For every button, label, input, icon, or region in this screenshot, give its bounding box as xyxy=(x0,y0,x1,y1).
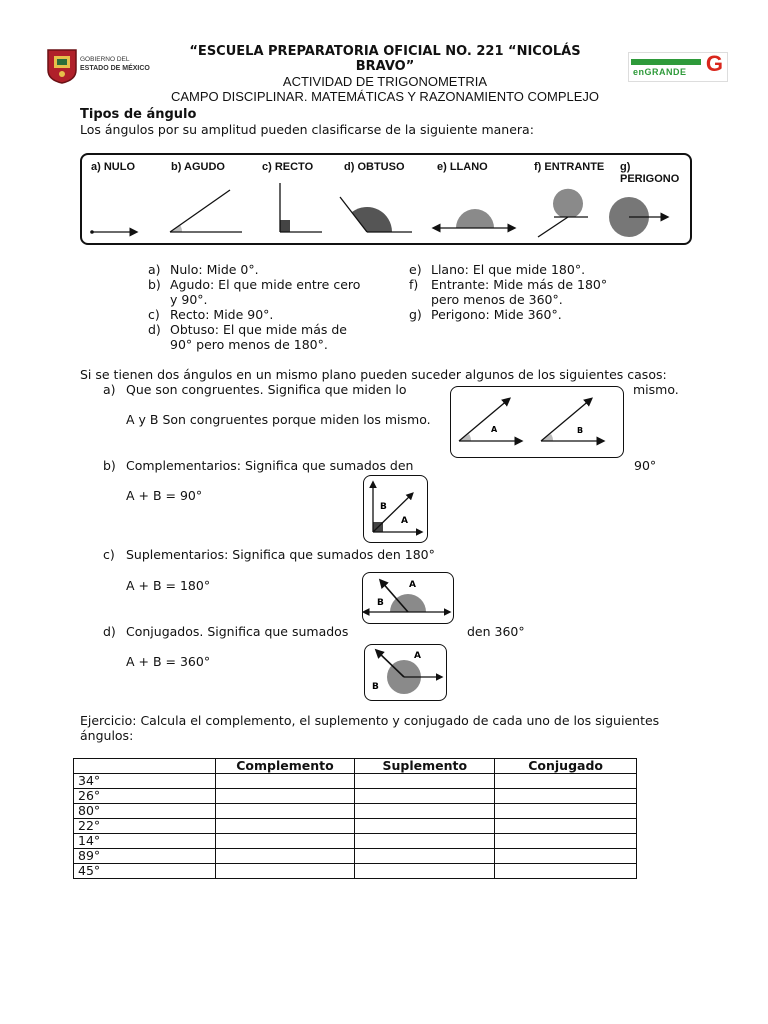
suplemento-answer-cell[interactable] xyxy=(355,774,495,789)
gov-logo xyxy=(44,46,159,86)
angle-a-label: A xyxy=(414,651,421,661)
complemento-answer-cell[interactable] xyxy=(215,789,355,804)
case-a-marker: a) xyxy=(103,382,116,397)
engrande-logo xyxy=(628,52,728,82)
complemento-answer-cell[interactable] xyxy=(215,804,355,819)
case-b-tail: 90° xyxy=(634,458,657,473)
engrande-g-mark: G xyxy=(705,51,723,76)
definition-item: e) Llano: El que mide 180°. xyxy=(409,262,586,277)
gov-logo-line1: GOBIERNO DEL xyxy=(80,56,130,63)
angle-a-label: A xyxy=(409,580,416,590)
conjugado-answer-cell[interactable] xyxy=(495,774,637,789)
perigono-angle-drawing xyxy=(609,197,667,237)
angle-label-agudo: b) AGUDO xyxy=(171,161,225,173)
angle-label-perigono: g) PERIGONO xyxy=(620,161,680,185)
coat-of-arms-icon xyxy=(44,46,80,84)
table-row xyxy=(74,774,637,789)
conjugado-answer-cell[interactable] xyxy=(495,864,637,879)
angle-cell: 26° xyxy=(74,789,216,804)
definition-item: c) Recto: Mide 90°. xyxy=(148,307,274,322)
conjugado-answer-cell[interactable] xyxy=(495,789,637,804)
table-row xyxy=(74,819,637,834)
definition-item-continuation: pero menos de 360°. xyxy=(431,292,563,307)
complemento-answer-cell[interactable] xyxy=(215,774,355,789)
angle-label-entrante: f) ENTRANTE xyxy=(534,161,605,173)
logo-green-band xyxy=(631,59,701,65)
table-row xyxy=(74,804,637,819)
case-c-marker: c) xyxy=(103,547,115,562)
llano-angle-drawing xyxy=(438,209,514,228)
suplemento-answer-cell[interactable] xyxy=(355,789,495,804)
angle-cell: 22° xyxy=(74,819,216,834)
nulo-angle-drawing xyxy=(90,230,136,234)
angle-label-nulo: a) NULO xyxy=(91,161,135,173)
header-complemento: Complemento xyxy=(215,759,355,774)
school-name: “ESCUELA PREPARATORIA OFICIAL NO. 221 “NICOLÁS BRAVO” xyxy=(189,44,581,74)
definition-item: g) Perigono: Mide 360°. xyxy=(409,307,562,322)
angle-cell: 89° xyxy=(74,849,216,864)
case-c-equation: A + B = 180° xyxy=(126,578,211,593)
angle-b-label: B xyxy=(577,426,584,435)
supplementary-angles-drawing xyxy=(363,573,453,623)
angle-cell: 34° xyxy=(74,774,216,789)
header-cell-empty xyxy=(74,759,216,774)
angle-b-label: B xyxy=(372,682,379,692)
gov-logo-line2: ESTADO DE MÉXICO xyxy=(80,65,150,72)
angle-b-label: B xyxy=(377,598,384,608)
case-a-text: Que son congruentes. Significa que miden lo xyxy=(126,382,407,397)
definition-item: f) Entrante: Mide más de 180° xyxy=(409,277,608,292)
suplemento-answer-cell[interactable] xyxy=(355,864,495,879)
supplementary-figure xyxy=(362,572,454,624)
document-header xyxy=(160,44,610,104)
table-row xyxy=(74,834,637,849)
angle-label-obtuso: d) OBTUSO xyxy=(344,161,405,173)
exercise-table xyxy=(73,758,637,879)
suplemento-answer-cell[interactable] xyxy=(355,834,495,849)
conjugado-answer-cell[interactable] xyxy=(495,804,637,819)
table-row xyxy=(74,789,637,804)
definitions-right xyxy=(409,262,649,322)
entrante-angle-drawing xyxy=(538,189,588,237)
definition-item-continuation: y 90°. xyxy=(170,292,208,307)
angle-label-llano: e) LLANO xyxy=(437,161,488,173)
section-title: Tipos de ángulo xyxy=(80,107,197,122)
case-b-equation: A + B = 90° xyxy=(126,488,203,503)
definition-item: b) Agudo: El que mide entre cero xyxy=(148,277,361,292)
complementary-angles-drawing xyxy=(364,476,427,542)
complemento-answer-cell[interactable] xyxy=(215,819,355,834)
complementary-figure xyxy=(363,475,428,543)
suplemento-answer-cell[interactable] xyxy=(355,819,495,834)
angle-drawings xyxy=(82,155,690,243)
case-d-text: Conjugados. Significa que sumados xyxy=(126,624,349,639)
conjugado-answer-cell[interactable] xyxy=(495,834,637,849)
case-d-tail: den 360° xyxy=(467,624,525,639)
agudo-angle-drawing xyxy=(170,190,242,232)
angle-a-label: A xyxy=(401,516,408,526)
cases-intro: Si se tienen dos ángulos en un mismo plano pueden suceder algunos de los siguientes casos: xyxy=(80,367,667,382)
conjugate-angles-drawing xyxy=(365,645,446,700)
activity-title: ACTIVIDAD DE TRIGONOMETRIA xyxy=(282,74,488,89)
conjugado-answer-cell[interactable] xyxy=(495,819,637,834)
congruent-angles-drawing xyxy=(451,387,623,457)
definition-item-continuation: 90° pero menos de 180°. xyxy=(170,337,328,352)
case-d-marker: d) xyxy=(103,624,116,639)
angle-cell: 80° xyxy=(74,804,216,819)
angle-cell: 45° xyxy=(74,864,216,879)
field-title: CAMPO DISCIPLINAR. MATEMÁTICAS Y RAZONAMIENTO COMPLEJO xyxy=(170,89,600,104)
case-b-marker: b) xyxy=(103,458,116,473)
congruent-figure xyxy=(450,386,624,458)
definition-item: d) Obtuso: El que mide más de xyxy=(148,322,348,337)
engrande-wordmark: enGRANDE xyxy=(633,67,687,77)
table-row xyxy=(74,849,637,864)
angle-b-label: B xyxy=(380,502,387,512)
exercise-text-line2: ángulos: xyxy=(80,728,134,743)
definitions-left xyxy=(148,262,388,352)
exercise-text-line1: Ejercicio: Calcula el complemento, el suplemento y conjugado de cada uno de los siguientes xyxy=(80,713,660,728)
case-c-text: Suplementarios: Significa que sumados den 180° xyxy=(126,547,435,562)
angle-label-recto: c) RECTO xyxy=(262,161,314,173)
conjugado-answer-cell[interactable] xyxy=(495,849,637,864)
complemento-answer-cell[interactable] xyxy=(215,834,355,849)
definition-item: a) Nulo: Mide 0°. xyxy=(148,262,259,277)
case-b-text: Complementarios: Significa que sumados den xyxy=(126,458,414,473)
complemento-answer-cell[interactable] xyxy=(215,864,355,879)
table-header-row xyxy=(74,759,637,774)
obtuso-angle-drawing xyxy=(340,197,412,232)
header-conjugado: Conjugado xyxy=(495,759,637,774)
angle-types-figure xyxy=(80,153,692,245)
case-d-equation: A + B = 360° xyxy=(126,654,211,669)
recto-angle-drawing xyxy=(280,183,322,232)
section-intro: Los ángulos por su amplitud pueden clasificarse de la siguiente manera: xyxy=(80,122,534,137)
case-a-example: A y B Son congruentes porque miden los mismo. xyxy=(126,412,431,427)
case-a-tail: mismo. xyxy=(633,382,679,397)
suplemento-answer-cell[interactable] xyxy=(355,804,495,819)
header-suplemento: Suplemento xyxy=(355,759,495,774)
complemento-answer-cell[interactable] xyxy=(215,849,355,864)
suplemento-answer-cell[interactable] xyxy=(355,849,495,864)
conjugate-figure xyxy=(364,644,447,701)
angle-a-label: A xyxy=(491,425,498,434)
table-row xyxy=(74,864,637,879)
angle-cell: 14° xyxy=(74,834,216,849)
